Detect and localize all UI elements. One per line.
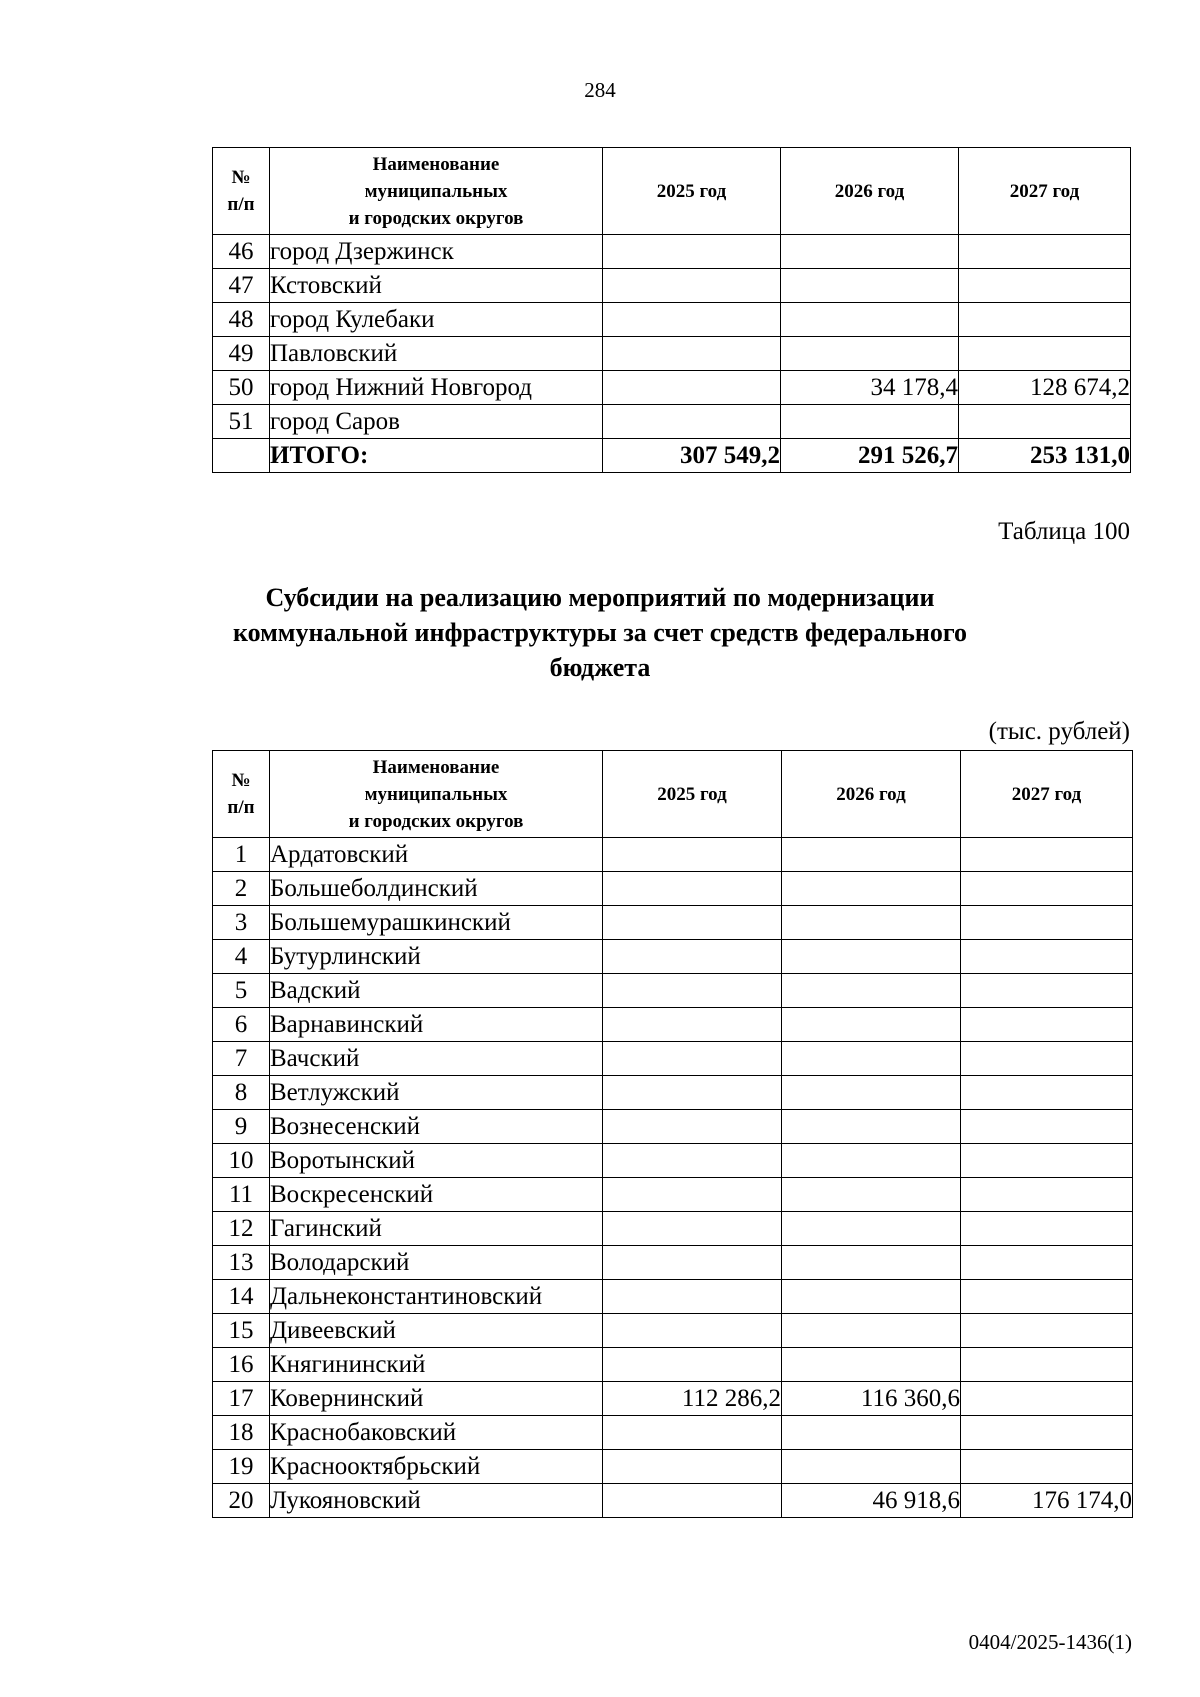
value-2026: 291 526,7	[781, 439, 959, 473]
row-number: 51	[213, 405, 270, 439]
table-row	[213, 1042, 1133, 1076]
value-2027	[961, 1212, 1133, 1246]
table-row	[213, 1110, 1133, 1144]
value-2025	[603, 269, 781, 303]
table-row	[213, 1212, 1133, 1246]
table-row	[213, 405, 1131, 439]
table-row	[213, 1076, 1133, 1110]
table-subsidies	[212, 750, 1133, 1518]
table-row	[213, 838, 1133, 872]
row-number: 20	[213, 1484, 270, 1518]
table-row	[213, 1280, 1133, 1314]
table-row	[213, 940, 1133, 974]
table-row	[213, 1484, 1133, 1518]
value-2026: 116 360,6	[782, 1382, 961, 1416]
table-continued	[212, 147, 1131, 473]
row-number: 18	[213, 1416, 270, 1450]
value-2027	[961, 1144, 1133, 1178]
value-2027	[961, 1348, 1133, 1382]
value-2026	[782, 1280, 961, 1314]
value-2026	[782, 838, 961, 872]
table-row	[213, 269, 1131, 303]
table-row	[213, 1450, 1133, 1484]
value-2027	[961, 1450, 1133, 1484]
row-number: 49	[213, 337, 270, 371]
municipality-name: город Кулебаки	[270, 303, 603, 337]
row-number: 14	[213, 1280, 270, 1314]
table-row	[213, 303, 1131, 337]
units-label: (тыс. рублей)	[988, 718, 1130, 745]
municipality-name: Дивеевский	[270, 1314, 603, 1348]
header-name: Наименование муниципальных и городских округов	[270, 751, 603, 838]
value-2025	[603, 1484, 782, 1518]
value-2026	[782, 1416, 961, 1450]
value-2026	[781, 235, 959, 269]
header-number	[213, 148, 270, 235]
table-header-row	[213, 148, 1131, 235]
header-number-line1: №	[231, 167, 251, 188]
page-number: 284	[584, 78, 616, 102]
header-number-line1: №	[231, 770, 251, 791]
value-2026	[782, 974, 961, 1008]
row-number: 1	[213, 838, 270, 872]
value-2025	[603, 1450, 782, 1484]
value-2025	[603, 1314, 782, 1348]
municipality-name: Варнавинский	[270, 1008, 603, 1042]
value-2025	[603, 371, 781, 405]
municipality-name: Вадский	[270, 974, 603, 1008]
municipality-name: Гагинский	[270, 1212, 603, 1246]
table-row	[213, 337, 1131, 371]
value-2027	[961, 1042, 1133, 1076]
municipality-name: Дальнеконстантиновский	[270, 1280, 603, 1314]
table-row	[213, 1246, 1133, 1280]
value-2025	[603, 1144, 782, 1178]
value-2027	[961, 906, 1133, 940]
row-number: 48	[213, 303, 270, 337]
table-row	[213, 235, 1131, 269]
value-2027	[961, 1076, 1133, 1110]
municipality-name: Ковернинский	[270, 1382, 603, 1416]
municipality-name: Ардатовский	[270, 838, 603, 872]
value-2027	[959, 405, 1131, 439]
table-header-row	[213, 751, 1133, 838]
municipality-name: Вачский	[270, 1042, 603, 1076]
value-2025	[603, 303, 781, 337]
value-2026	[782, 1178, 961, 1212]
value-2027	[961, 1178, 1133, 1212]
title-line-1: Субсидии на реализацию мероприятий по модернизации	[265, 583, 935, 612]
value-2026	[782, 1042, 961, 1076]
row-number: 3	[213, 906, 270, 940]
row-number: 10	[213, 1144, 270, 1178]
value-2026	[782, 1246, 961, 1280]
value-2026: 34 178,4	[781, 371, 959, 405]
header-number-line2: п/п	[227, 194, 255, 215]
row-number: 6	[213, 1008, 270, 1042]
value-2026	[782, 1144, 961, 1178]
value-2027	[961, 1314, 1133, 1348]
value-2026	[782, 1450, 961, 1484]
value-2027	[961, 1280, 1133, 1314]
table-title	[0, 580, 1200, 685]
table-row	[213, 1008, 1133, 1042]
row-number: 9	[213, 1110, 270, 1144]
title-line-2: коммунальной инфраструктуры за счет средств федерального	[232, 618, 968, 647]
value-2027	[961, 1416, 1133, 1450]
header-2027: 2027 год	[961, 751, 1133, 838]
value-2025	[603, 1348, 782, 1382]
value-2026	[782, 906, 961, 940]
value-2025	[603, 235, 781, 269]
value-2025: 307 549,2	[603, 439, 781, 473]
value-2025	[603, 1246, 782, 1280]
table-row	[213, 1314, 1133, 1348]
municipality-name: Володарский	[270, 1246, 603, 1280]
value-2026	[782, 1348, 961, 1382]
row-number: 7	[213, 1042, 270, 1076]
value-2026	[781, 303, 959, 337]
row-number: 4	[213, 940, 270, 974]
value-2027	[961, 974, 1133, 1008]
header-2027: 2027 год	[959, 148, 1131, 235]
value-2025	[603, 405, 781, 439]
header-number	[213, 751, 270, 838]
value-2027	[959, 337, 1131, 371]
value-2027	[961, 872, 1133, 906]
municipality-name: Краснобаковский	[270, 1416, 603, 1450]
value-2026	[781, 337, 959, 371]
table-row	[213, 371, 1131, 405]
header-2025: 2025 год	[603, 751, 782, 838]
municipality-name: Краснооктябрьский	[270, 1450, 603, 1484]
table-row	[213, 974, 1133, 1008]
header-2025: 2025 год	[603, 148, 781, 235]
row-number: 47	[213, 269, 270, 303]
municipality-name: Лукояновский	[270, 1484, 603, 1518]
municipality-name: Ветлужский	[270, 1076, 603, 1110]
value-2025	[603, 1178, 782, 1212]
table-row	[213, 906, 1133, 940]
table-row	[213, 1416, 1133, 1450]
value-2026	[782, 1110, 961, 1144]
value-2026: 46 918,6	[782, 1484, 961, 1518]
value-2027: 253 131,0	[959, 439, 1131, 473]
value-2025	[603, 1280, 782, 1314]
value-2027	[961, 1382, 1133, 1416]
value-2027	[959, 269, 1131, 303]
row-number: 11	[213, 1178, 270, 1212]
value-2027	[961, 1110, 1133, 1144]
row-number: 5	[213, 974, 270, 1008]
value-2025	[603, 974, 782, 1008]
value-2026	[782, 1314, 961, 1348]
row-number: 46	[213, 235, 270, 269]
row-number: 19	[213, 1450, 270, 1484]
header-2026: 2026 год	[781, 148, 959, 235]
municipality-name: Княгининский	[270, 1348, 603, 1382]
row-number: 8	[213, 1076, 270, 1110]
table-row	[213, 872, 1133, 906]
table-row	[213, 1348, 1133, 1382]
row-number: 2	[213, 872, 270, 906]
total-row	[213, 439, 1131, 473]
value-2025	[603, 838, 782, 872]
value-2025	[603, 1042, 782, 1076]
municipality-name: город Саров	[270, 405, 603, 439]
value-2027	[959, 303, 1131, 337]
value-2025	[603, 1008, 782, 1042]
total-label: ИТОГО:	[270, 439, 603, 473]
value-2027	[961, 1008, 1133, 1042]
value-2026	[782, 1008, 961, 1042]
row-number: 17	[213, 1382, 270, 1416]
value-2025	[603, 1076, 782, 1110]
value-2025	[603, 1416, 782, 1450]
table-caption: Таблица 100	[998, 518, 1130, 545]
row-number: 15	[213, 1314, 270, 1348]
row-number: 50	[213, 371, 270, 405]
row-number: 12	[213, 1212, 270, 1246]
value-2027	[961, 940, 1133, 974]
municipality-name: Большеболдинский	[270, 872, 603, 906]
municipality-name: Вознесенский	[270, 1110, 603, 1144]
value-2026	[782, 940, 961, 974]
value-2025	[603, 872, 782, 906]
value-2027	[961, 1246, 1133, 1280]
value-2026	[782, 1076, 961, 1110]
value-2026	[781, 269, 959, 303]
value-2027: 176 174,0	[961, 1484, 1133, 1518]
municipality-name: Бутурлинский	[270, 940, 603, 974]
row-number: 16	[213, 1348, 270, 1382]
value-2025	[603, 940, 782, 974]
value-2025	[603, 1110, 782, 1144]
municipality-name: Воротынский	[270, 1144, 603, 1178]
municipality-name: Павловский	[270, 337, 603, 371]
value-2026	[781, 405, 959, 439]
municipality-name: город Нижний Новгород	[270, 371, 603, 405]
title-line-3: бюджета	[549, 653, 651, 682]
value-2026	[782, 1212, 961, 1246]
document-code: 0404/2025-1436(1)	[968, 1630, 1132, 1654]
municipality-name: Кстовский	[270, 269, 603, 303]
table-row	[213, 1144, 1133, 1178]
value-2027: 128 674,2	[959, 371, 1131, 405]
header-number-line2: п/п	[227, 797, 255, 818]
municipality-name: город Дзержинск	[270, 235, 603, 269]
header-2026: 2026 год	[782, 751, 961, 838]
municipality-name: Большемурашкинский	[270, 906, 603, 940]
value-2027	[961, 838, 1133, 872]
row-number	[213, 439, 270, 473]
header-name: Наименование муниципальных и городских округов	[270, 148, 603, 235]
row-number: 13	[213, 1246, 270, 1280]
value-2025	[603, 337, 781, 371]
value-2027	[959, 235, 1131, 269]
table-row	[213, 1178, 1133, 1212]
value-2025	[603, 1212, 782, 1246]
value-2025: 112 286,2	[603, 1382, 782, 1416]
table-row	[213, 1382, 1133, 1416]
value-2025	[603, 906, 782, 940]
municipality-name: Воскресенский	[270, 1178, 603, 1212]
value-2026	[782, 872, 961, 906]
